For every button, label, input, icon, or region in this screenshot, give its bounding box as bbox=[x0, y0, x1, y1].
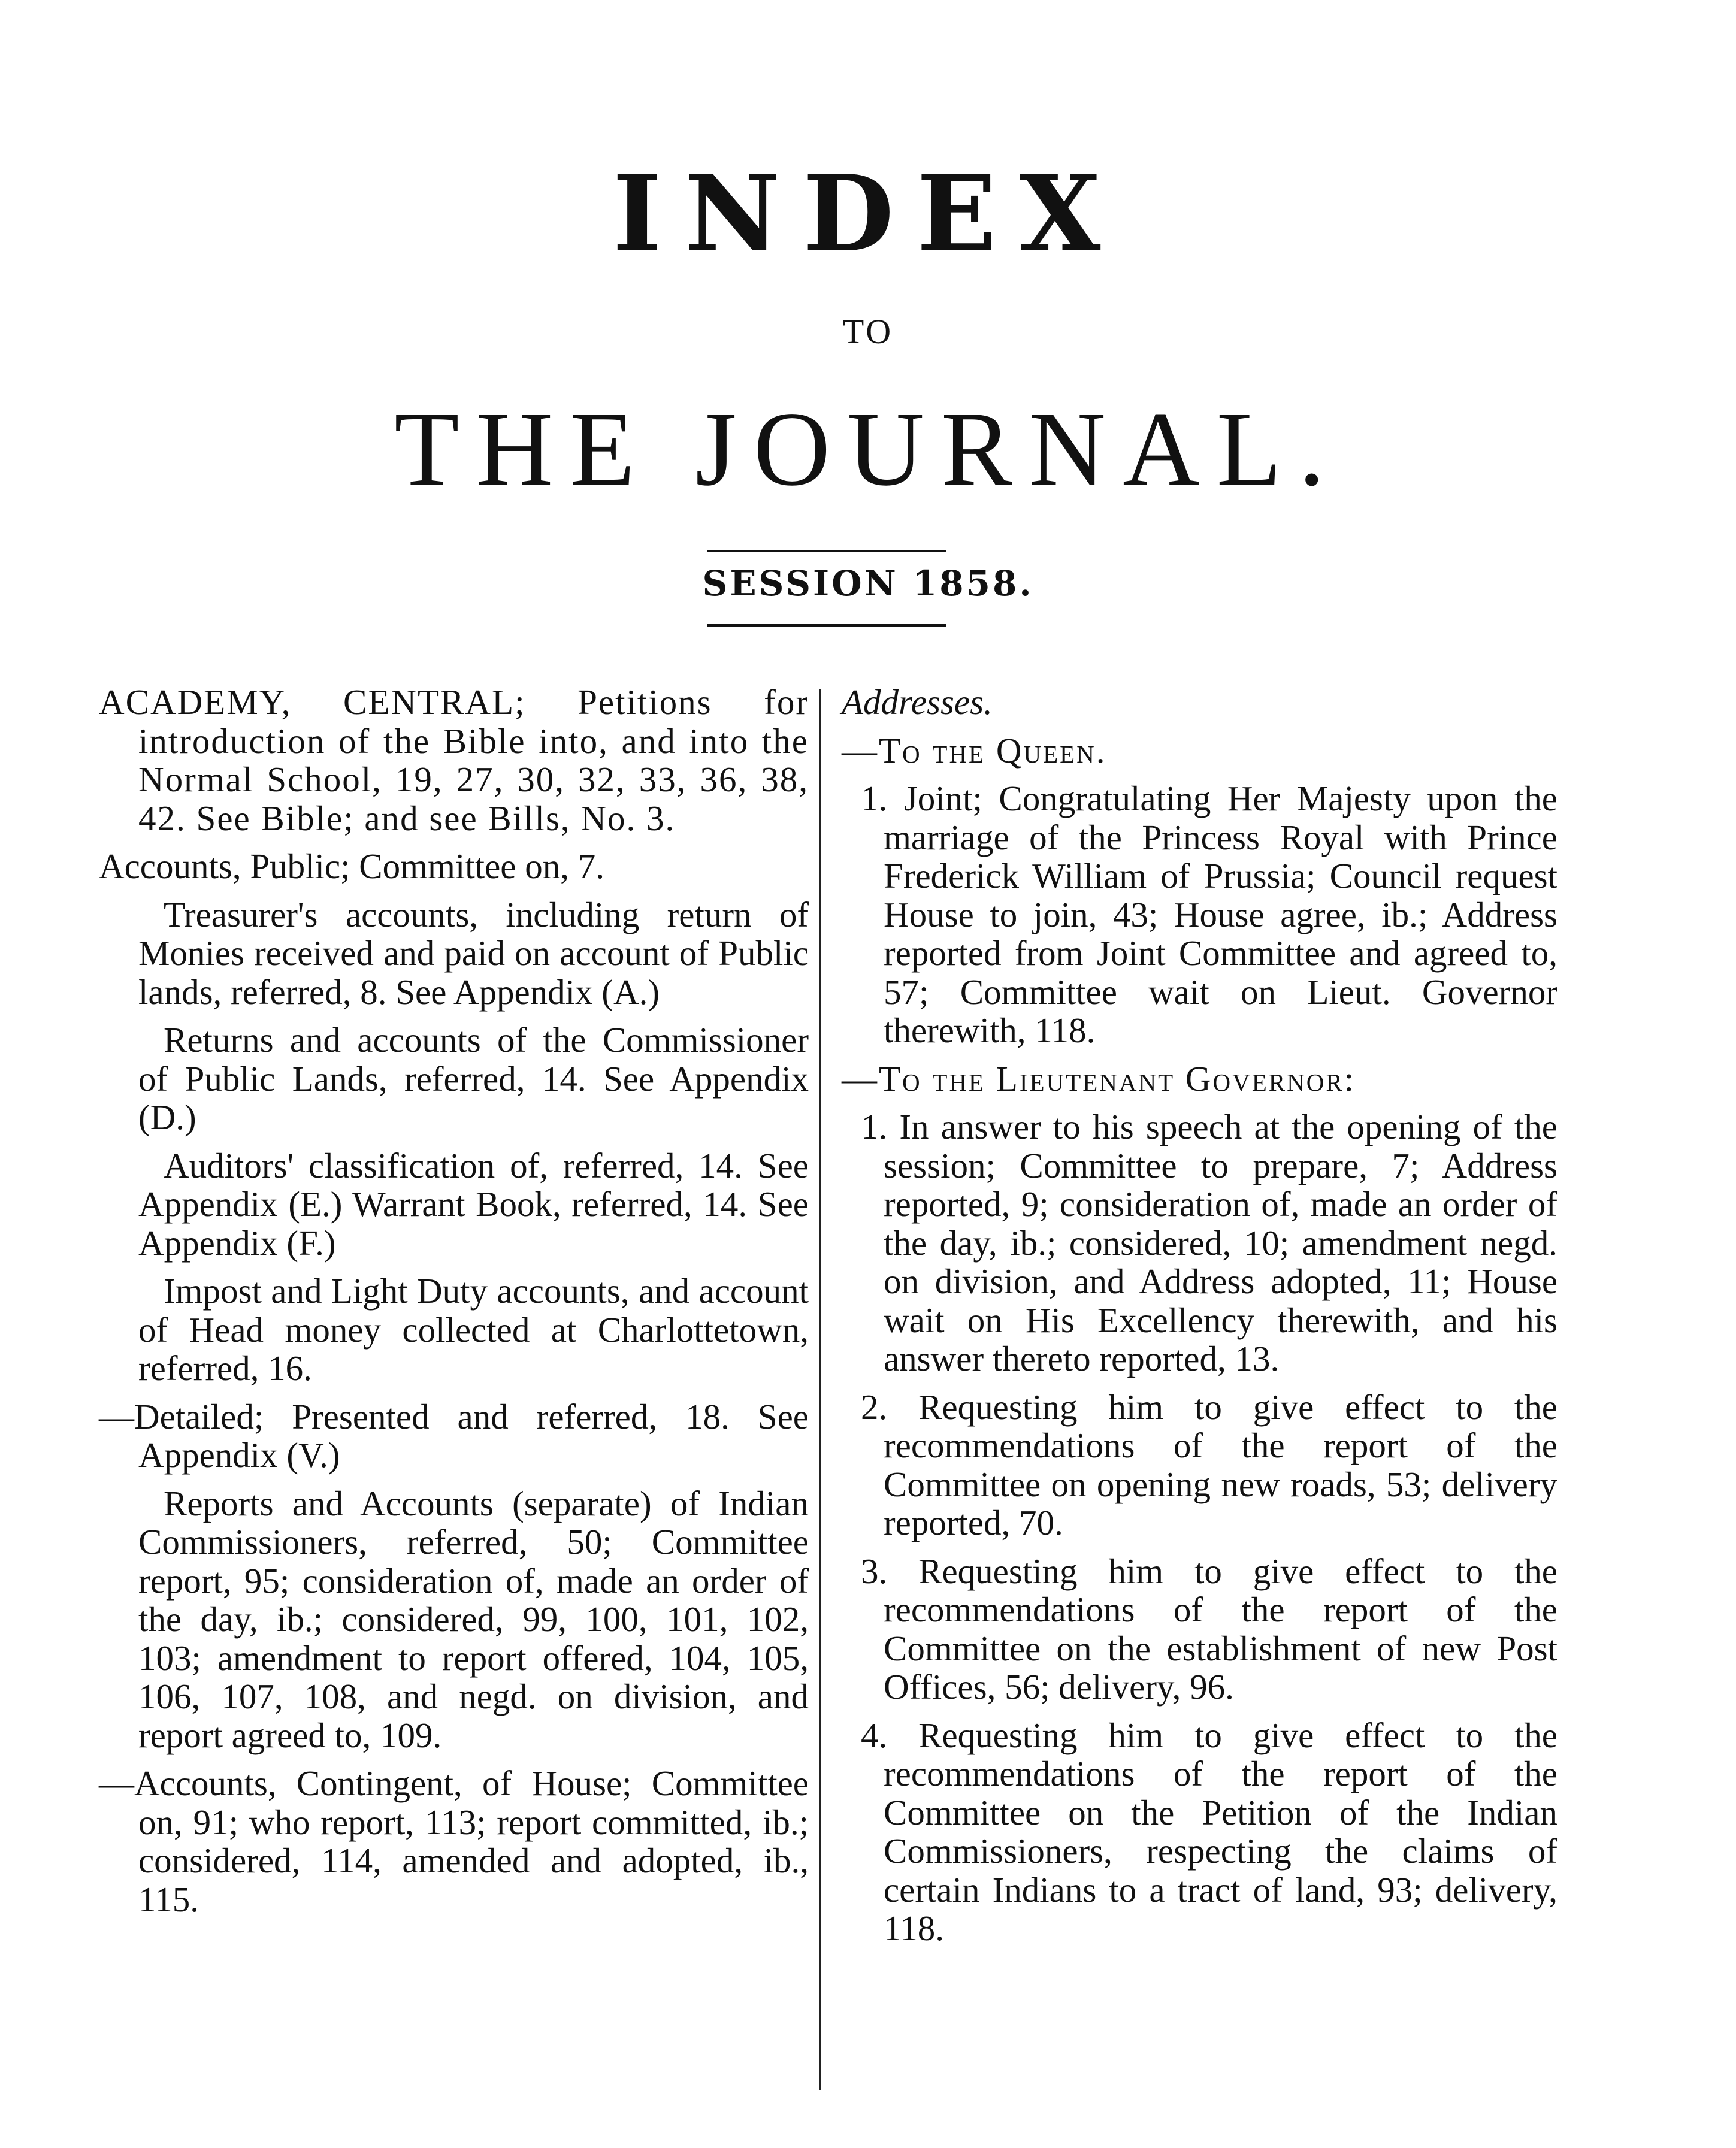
entry-impost-light-duty: Impost and Light Duty accounts, and account of Head money collected at Charlottetown, referred, 16. bbox=[138, 1271, 809, 1388]
address-governor-3: 3. Requesting him to give effect to the recommendations of the report of the Committee on the establishment of new Post Offices, 56; delivery, 96. bbox=[861, 1551, 1557, 1707]
session-rule-bottom bbox=[707, 624, 946, 627]
entry-returns-accounts: Returns and accounts of the Commissioner of Public Lands, referred, 14. See Appendix (D.) bbox=[138, 1020, 809, 1137]
address-queen-1: 1. Joint; Congratulating Her Majesty upon the marriage of the Princess Royal with Prince Frederick William of Prussia; Council request House to join, 43; House agree, ib.; Address reported from Joint Committee and agreed to, 57; Committee wait on Lieut. Governor therewith, 118. bbox=[861, 779, 1557, 1050]
session-rule-top bbox=[707, 550, 946, 552]
right-column bbox=[842, 683, 1557, 1958]
entry-indian-commissioners-reports: Reports and Accounts (separate) of Indian Commissioners, referred, 50; Committee report, 95; consideration of, made an order of the day, ib.; considered, 99, 100, 101, 102, 103; amendment to report offered, 104, 105, 106, 107, 108, and negd. on division, and report agreed to, 109. bbox=[138, 1483, 809, 1755]
journal-title: THE JOURNAL. bbox=[394, 389, 1342, 508]
column-divider bbox=[819, 689, 821, 2090]
subheading-to-the-queen: —To the Queen. bbox=[842, 730, 1107, 770]
entry-accounts-contingent: —Accounts, Contingent, of House; Committee on, 91; who report, 113; report committed, ib.; considered, 114, amended and adopted, ib., 115. bbox=[99, 1763, 809, 1919]
entry-auditors-classification: Auditors' classification of, referred, 14. See Appendix (E.) Warrant Book, referred, 14. See Appendix (F.) bbox=[138, 1145, 809, 1263]
address-governor-4: 4. Requesting him to give effect to the recommendations of the report of the Committee on the Petition of the Indian Commissioners, respecting the claims of certain Indians to a tract of land, 93; delivery, 118. bbox=[861, 1715, 1557, 1948]
entry-addresses: Addresses. bbox=[842, 682, 993, 722]
entry-academy-central: ACADEMY, CENTRAL; Petitions for introduction of the Bible into, and into the Normal School, 19, 27, 30, 32, 33, 36, 38, 42. See Bible; and see Bills, No. 3. bbox=[99, 682, 809, 838]
entry-treasurer-accounts: Treasurer's accounts, including return of Monies received and paid on account of Public lands, referred, 8. See Appendix (A.) bbox=[138, 894, 809, 1012]
subheading-to-lieutenant-governor: —To the Lieutenant Governor: bbox=[842, 1058, 1356, 1099]
address-governor-1: 1. In answer to his speech at the opening of the session; Committee to prepare, 7; Address reported, 9; consideration of, made an order of the day, ib.; considered, 10; amendment negd. on division, and Address adopted, 11; House wait on His Excellency therewith, and his answer thereto reported, 13. bbox=[861, 1107, 1557, 1378]
entry-accounts-detailed: —Detailed; Presented and referred, 18. See Appendix (V.) bbox=[99, 1396, 809, 1475]
index-heading: INDEX bbox=[612, 153, 1124, 276]
entry-accounts-public: Accounts, Public; Committee on, 7. bbox=[99, 846, 604, 886]
left-column bbox=[99, 683, 809, 1928]
address-governor-2: 2. Requesting him to give effect to the recommendations of the report of the Committee on opening new roads, 53; delivery reported, 70. bbox=[861, 1387, 1557, 1542]
session-label: SESSION 1858. bbox=[702, 563, 1034, 604]
to-heading: TO bbox=[842, 312, 894, 351]
